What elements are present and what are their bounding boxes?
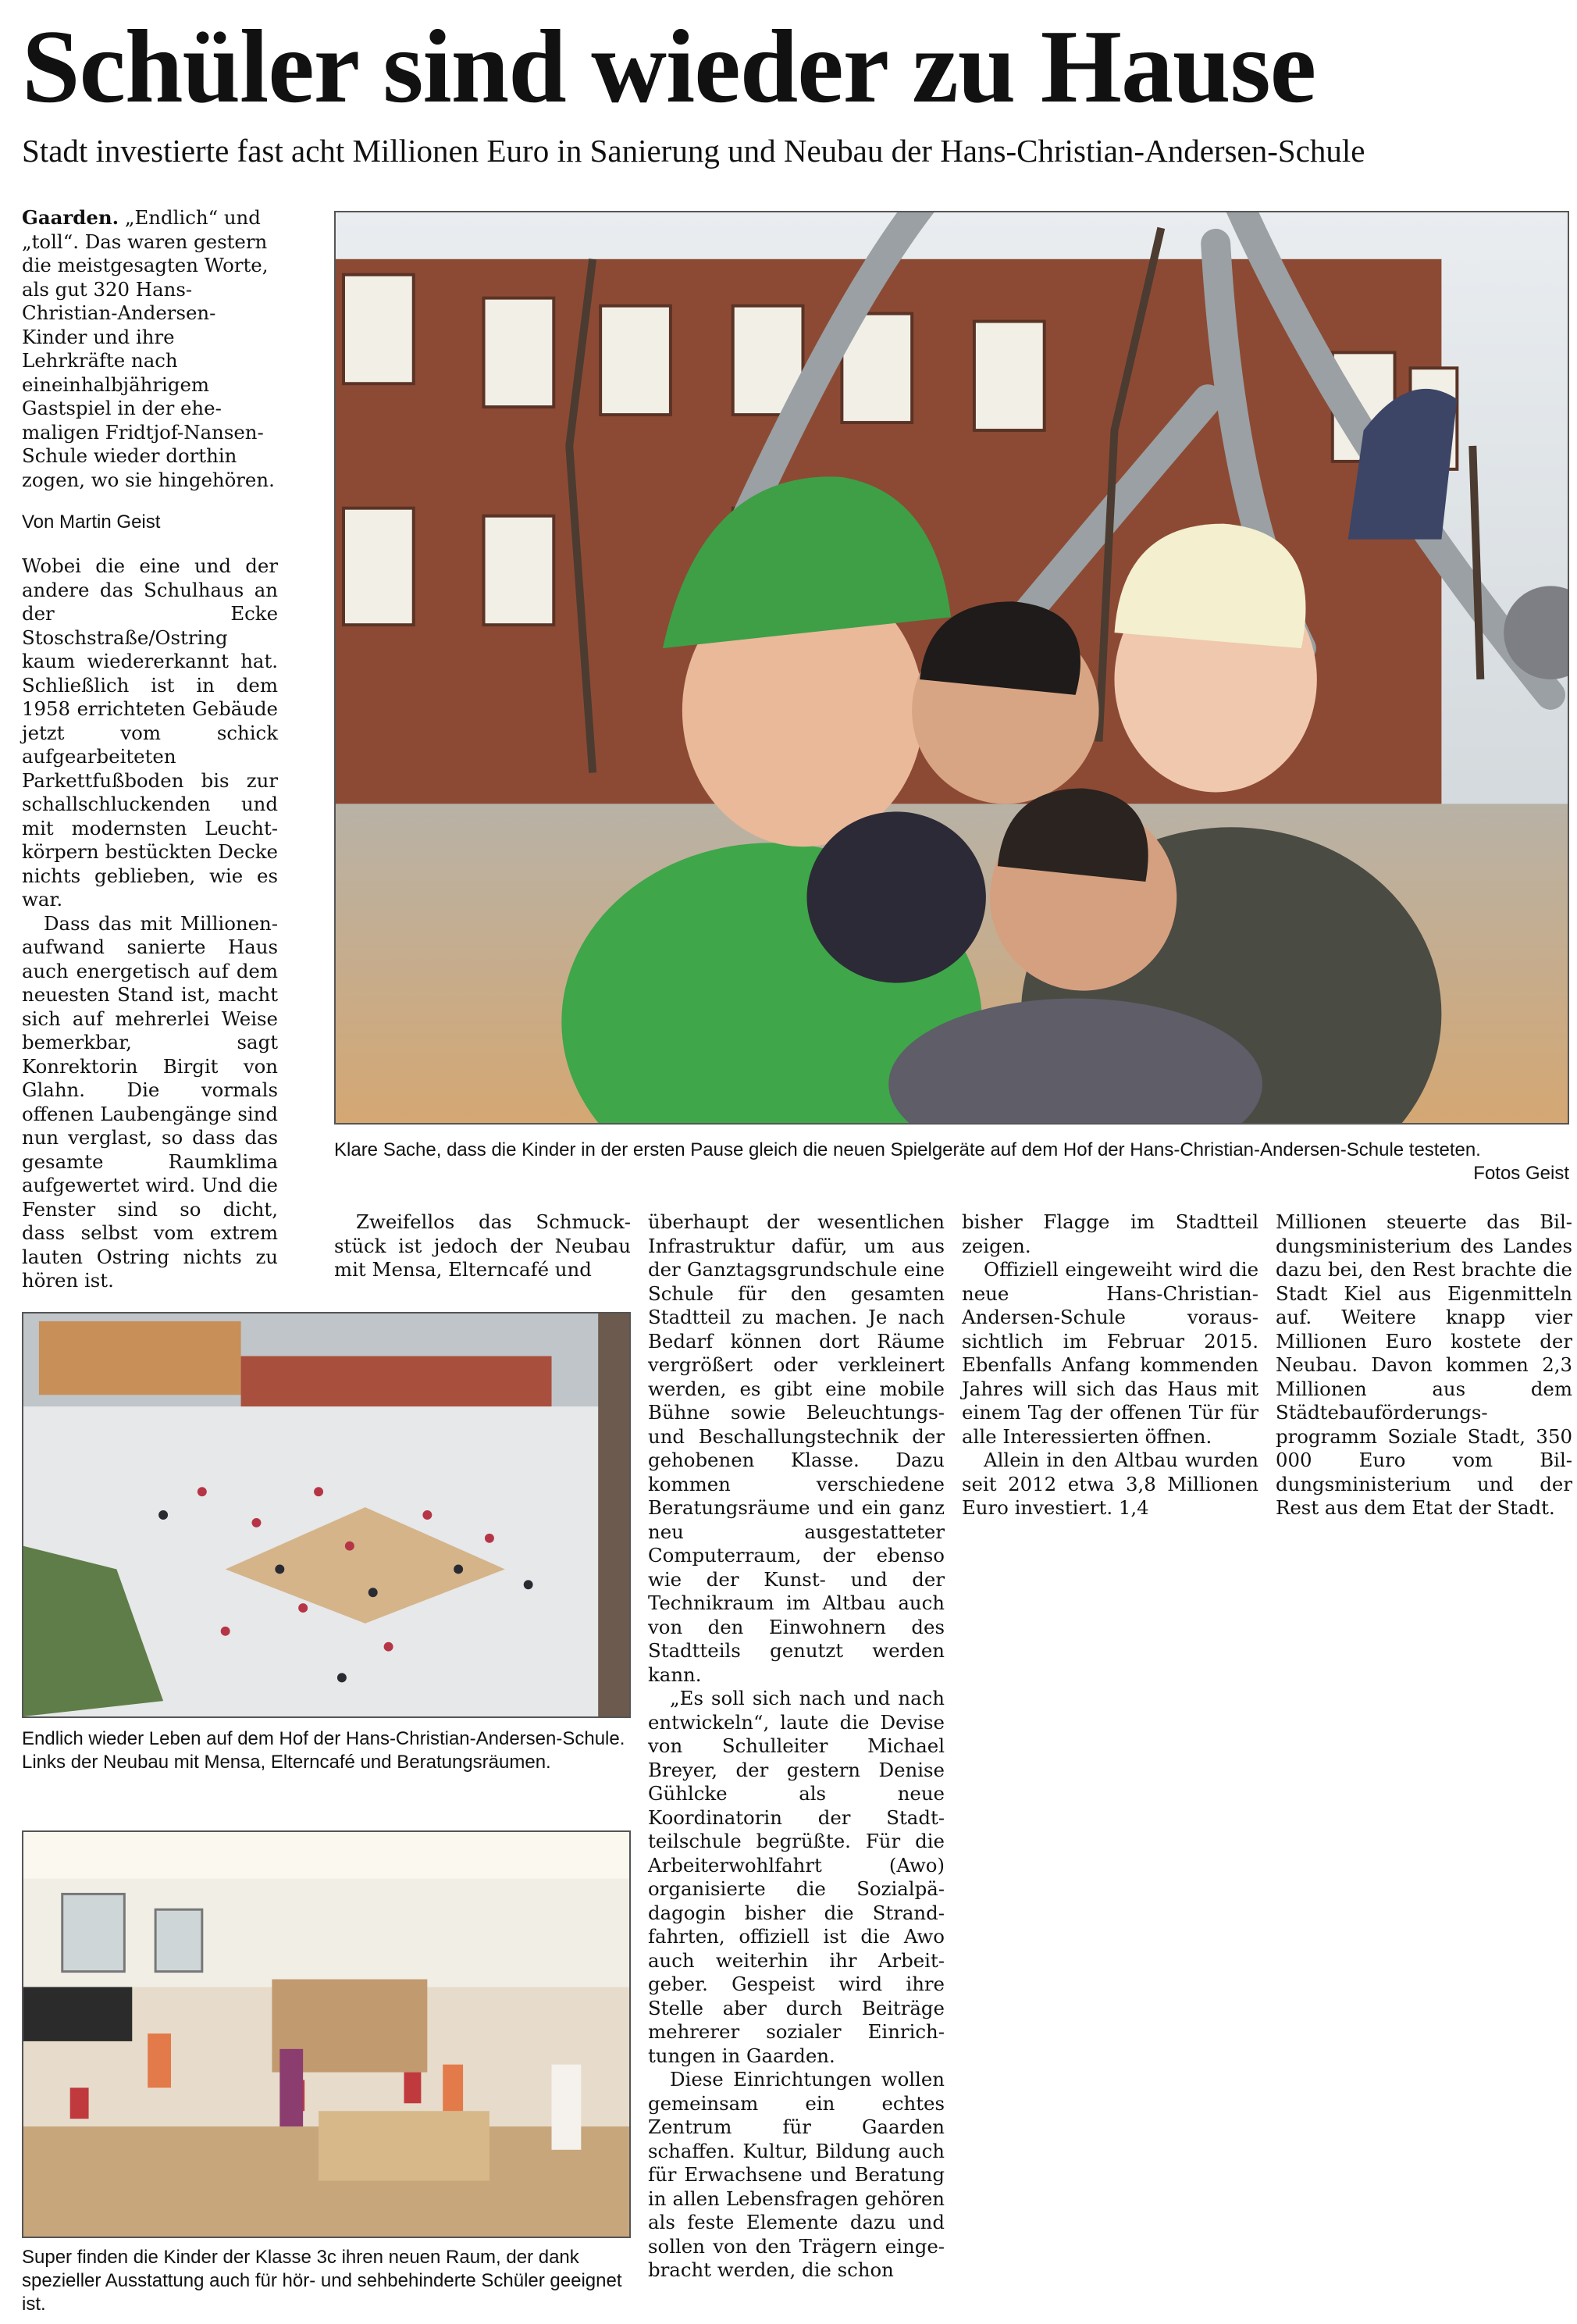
lead-paragraph <box>22 206 278 492</box>
article-column-3 <box>648 1210 945 2283</box>
main-photo-children-playground <box>334 211 1569 1125</box>
body-paragraph: Offiziell eingeweiht wird die neue Hans-Christian-Andersen-Schule voraussichtlich im Februar 2015. Ebenfalls Anfang kommenden Jahres will sich das Haus mit einem Tag der offenen Tür für alle Interessierten öffnen. <box>962 1258 1258 1448</box>
lead-text: „Endlich“ und „toll“. Das waren gestern die meistgesagten Worte, als gut 320 Hans-Christian-Andersen-Kinder und ihre Lehrkräfte nach eineinhalbjährigem Gastspiel in der ehemaligen Fridtjof-Nansen-Schule wieder dorthin zogen, wo sie hingehören. <box>22 206 275 491</box>
byline: Von Martin Geist <box>22 511 161 533</box>
caption-schoolyard: Endlich wieder Leben auf dem Hof der Hans-Christian-Andersen-Schule. Links der Neubau mit Mensa, Elterncafé und Beratungsräumen. <box>22 1728 625 1773</box>
photo-credit: Fotos Geist <box>1473 1163 1569 1184</box>
subheadline: Stadt investierte fast acht Millionen Euro in Sanierung und Neubau der Hans-Christian-Andersen-Schule <box>22 133 1365 169</box>
body-paragraph: Zweifellos das Schmuckstück ist jedoch der Neubau mit Mensa, Elterncafé und <box>334 1210 631 1281</box>
article-column-4 <box>962 1210 1258 1520</box>
caption-classroom: Super finden die Kinder der Klasse 3c ihren neuen Raum, der dank spezieller Ausstattung auch für hör- und sehbehinderte Schüler geeignet ist. <box>22 2247 622 2315</box>
article-column-5 <box>1276 1210 1572 1520</box>
article-column-2 <box>334 1210 631 1282</box>
photo-schoolyard-aerial <box>22 1312 631 1718</box>
body-paragraph: Diese Einrichtungen wollen gemeinsam ein echtes Zentrum für Gaarden schaffen. Kultur, Bildung auch für Erwachsene und Beratung in allen Lebensfragen gehören als feste Elemente dazu und sollen von den Trägern eingebracht werden, die schon <box>648 2068 945 2281</box>
body-paragraph: Millionen steuerte das Bildungsministerium des Landes dazu bei, den Rest brachte die Stadt Kiel aus Eigenmitteln auf. Weitere knapp vier Millionen Euro kostete der Neubau. Davon kommen 2,3 Millionen aus dem Städtebauförderungsprogramm Soziale Stadt, 350 000 Euro vom Bildungsministerium und der Rest aus dem Etat der Stadt. <box>1276 1210 1572 1519</box>
body-paragraph: überhaupt der wesentlichen Infrastruktur dafür, um aus der Ganztagsgrundschule eine Schule für den gesamten Stadtteil zu machen. Je nach Bedarf können dort Räume vergrößert oder verkleinert werden, es gibt eine mobile Bühne sowie Beleuchtungs- und Beschallungstechnik der gehobenen Klasse. Dazu kommen verschiedene Beratungsräume und ein ganz neu ausgestatteter Computerraum, der ebenso wie der Kunst- und der Technikraum im Altbau auch von den Einwohnern des Stadtteils genutzt werden kann. <box>648 1210 945 1686</box>
photo-classroom-3c <box>22 1830 631 2238</box>
headline: Schüler sind wieder zu Hause <box>22 9 1316 124</box>
body-paragraph: „Es soll sich nach und nach entwickeln“, laute die Devise von Schulleiter Michael Breyer, der gestern Denise Gühlcke als neue Koordinatorin der Stadtteilschule begrüßte. Für die Arbeiterwohlfahrt (Awo) organisierte die Sozialpädagogin bisher die Strandfahrten, offiziell ist die Awo auch weiterhin ihr Arbeitgeber. Gespeist wird ihre Stelle aber durch Beiträge mehrerer sozialer Einrichtungen in Gaarden. <box>648 1687 945 2067</box>
body-paragraph: Allein in den Altbau wurden seit 2012 etwa 3,8 Millionen Euro investiert. 1,4 <box>962 1449 1258 1519</box>
body-paragraph: Dass das mit Millionenaufwand sanierte Haus auch energetisch auf dem neuesten Stand ist, macht sich auf mehrerlei Weise bemerkbar, sagt Konrektorin Birgit von Glahn. Die vormals offenen Laubengänge sind nun verglast, so dass das gesamte Raumklima aufgewertet wird. Und die Fenster sind so dicht, dass selbst vom extrem lauten Ostring nichts zu hören ist. <box>22 911 278 1292</box>
article-column-1 <box>22 206 278 1293</box>
caption-main-photo: Klare Sache, dass die Kinder in der ersten Pause gleich die neuen Spielgeräte auf dem Hof der Hans-Christian-Andersen-Schule testeten. <box>334 1139 1481 1160</box>
body-paragraph: Wobei die eine und der andere das Schulhaus an der Ecke Stoschstraße/Ostring kaum wiedererkannt hat. Schließlich ist in dem 1958 errichteten Gebäude jetzt vom schick aufgearbeiteten Parkettfußboden bis zur schallschluckenden und mit modernsten Leuchtkörpern bestückten Decke nichts geblieben, wie es war. <box>22 554 278 911</box>
dateline: Gaarden. <box>22 206 119 229</box>
body-paragraph: bisher Flagge im Stadtteil zeigen. <box>962 1210 1258 1257</box>
